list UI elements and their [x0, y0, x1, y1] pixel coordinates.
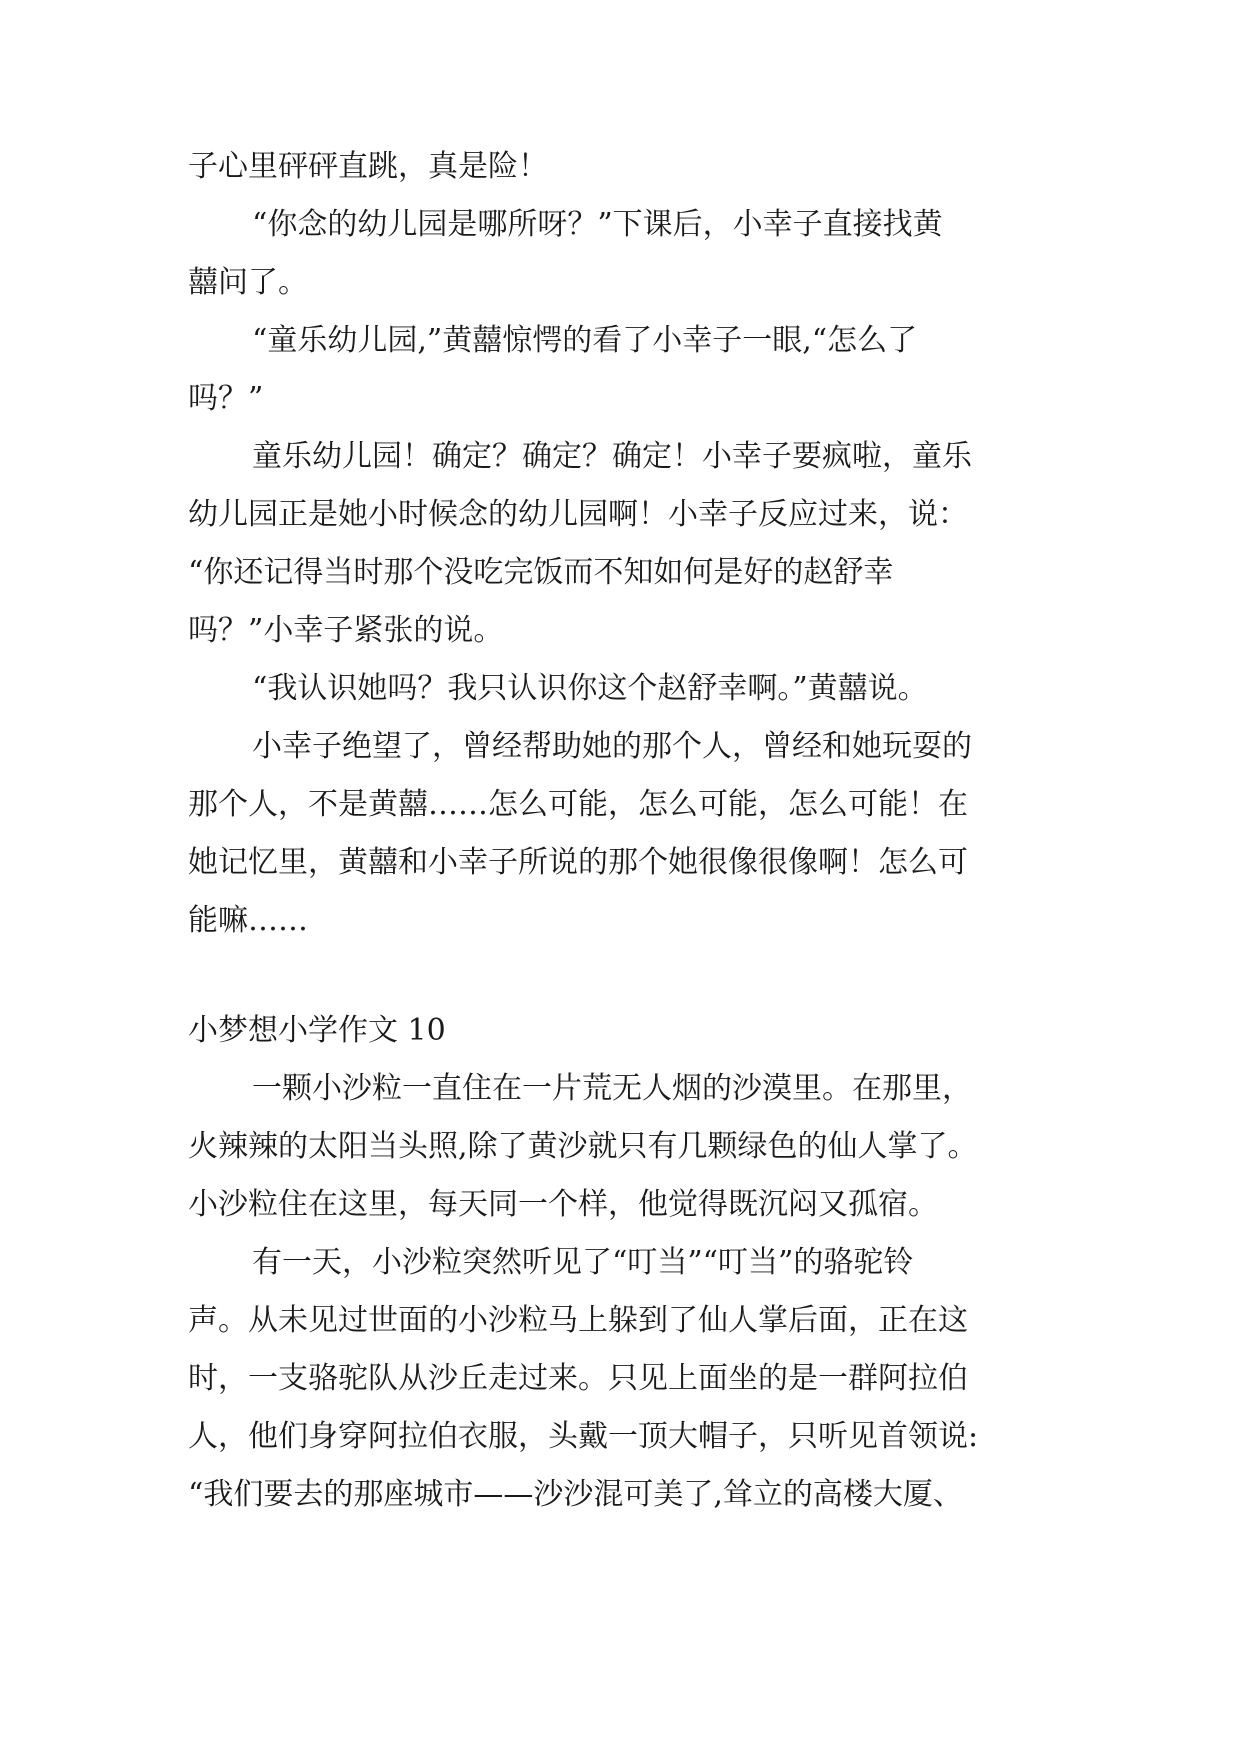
- text-line: “我认识她吗？我只认识你这个赵舒幸啊。”黄囍说。: [252, 671, 928, 706]
- section-title: 小梦想小学作文 10: [188, 1013, 446, 1048]
- text-line: “你还记得当时那个没吃完饭而不知如何是好的赵舒幸: [188, 555, 894, 590]
- section-gap: [188, 950, 1068, 1002]
- text-line: “我们要去的那座城市——沙沙混可美了,耸立的高楼大厦、: [188, 1477, 963, 1512]
- text-line: 有一天，小沙粒突然听见了“叮当”“叮当”的骆驼铃: [252, 1245, 914, 1280]
- text-line: 吗？”: [188, 381, 264, 416]
- text-line: “你念的幼儿园是哪所呀？”下课后，小幸子直接找黄: [252, 207, 943, 242]
- text-line: 人，他们身穿阿拉伯衣服，头戴一顶大帽子，只听见首领说:: [188, 1419, 979, 1454]
- text-line: 她记忆里，黄囍和小幸子所说的那个她很像很像啊！怎么可: [188, 845, 968, 880]
- text-line: 小幸子绝望了，曾经帮助她的那个人，曾经和她玩耍的: [252, 729, 972, 764]
- text-line: 囍问了。: [188, 265, 308, 300]
- text-line: 子心里砰砰直跳，真是险！: [188, 149, 548, 184]
- text-line: 童乐幼儿园！确定？确定？确定！小幸子要疯啦，童乐: [252, 439, 972, 474]
- text-line: 能嘛……: [188, 903, 308, 938]
- text-line: 时，一支骆驼队从沙丘走过来。只见上面坐的是一群阿拉伯: [188, 1361, 968, 1396]
- text-line: 幼儿园正是她小时候念的幼儿园啊！小幸子反应过来，说：: [188, 497, 968, 532]
- text-line: 一颗小沙粒一直住在一片荒无人烟的沙漠里。在那里，: [252, 1071, 972, 1106]
- text-line: 那个人，不是黄囍……怎么可能，怎么可能，怎么可能！在: [188, 787, 968, 822]
- text-line: 小沙粒住在这里，每天同一个样，他觉得既沉闷又孤宿。: [188, 1187, 938, 1222]
- text-line: 声。从未见过世面的小沙粒马上躲到了仙人掌后面，正在这: [188, 1303, 968, 1338]
- document-body: [188, 138, 1068, 1524]
- text-line: 火辣辣的太阳当头照,除了黄沙就只有几颗绿色的仙人掌了。: [188, 1129, 978, 1164]
- text-line: 吗？”小幸子紧张的说。: [188, 613, 504, 648]
- text-line: “童乐幼儿园,”黄囍惊愕的看了小幸子一眼,“怎么了: [252, 323, 918, 358]
